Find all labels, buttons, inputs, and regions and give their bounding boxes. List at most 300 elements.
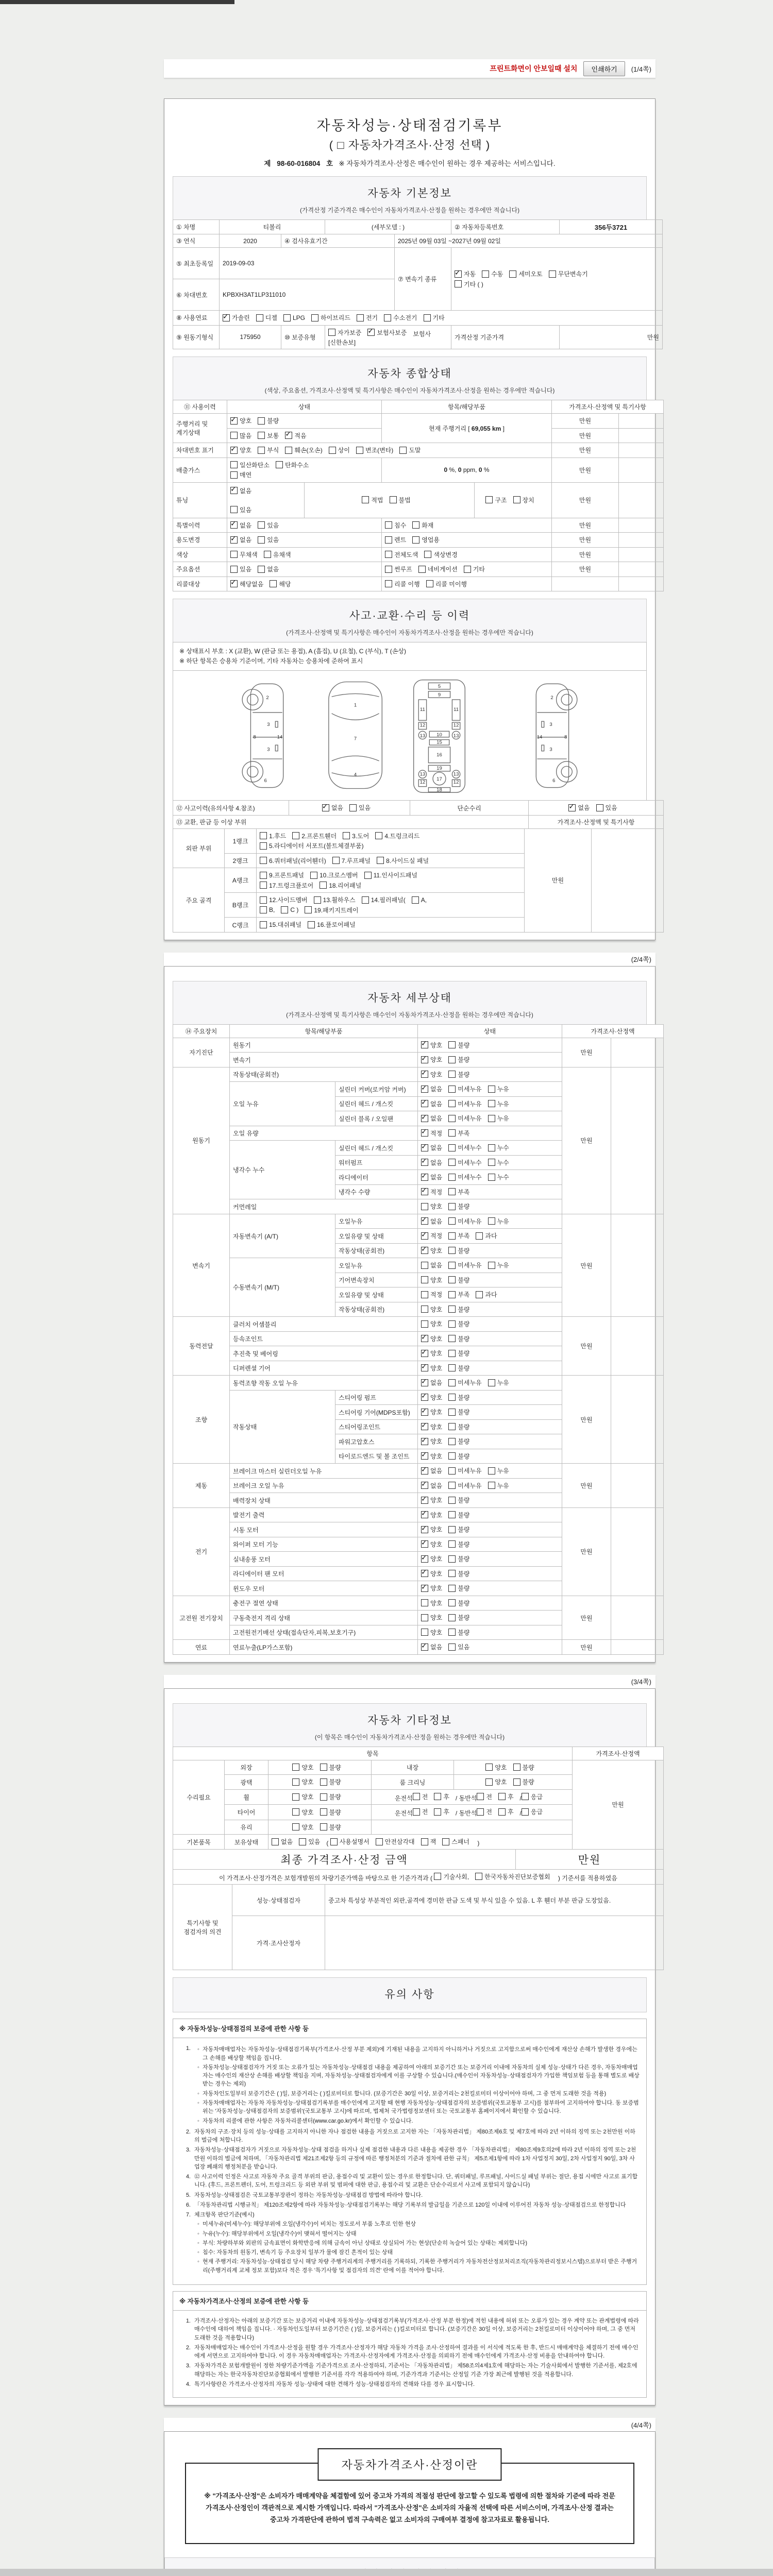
checkbox-icon[interactable]: [448, 1086, 456, 1093]
checkbox-option[interactable]: [488, 1217, 509, 1226]
checkbox-icon[interactable]: [596, 804, 603, 811]
checkbox-option[interactable]: [230, 446, 251, 454]
checkbox-icon[interactable]: [448, 1364, 456, 1371]
checkbox-option[interactable]: [448, 1114, 481, 1123]
checkbox-option[interactable]: [299, 1837, 320, 1846]
checkbox-option[interactable]: [448, 1364, 469, 1372]
checkbox-icon[interactable]: [509, 270, 516, 278]
checkbox-option[interactable]: [448, 1378, 481, 1387]
checkbox-icon[interactable]: [299, 1838, 306, 1845]
checkbox-option[interactable]: [412, 521, 433, 530]
checkbox-option[interactable]: [421, 1393, 442, 1402]
checkbox-icon[interactable]: [230, 471, 238, 479]
checkbox-icon[interactable]: [292, 1823, 299, 1831]
checkbox-icon[interactable]: [292, 1778, 299, 1786]
checkbox-option[interactable]: [513, 1777, 534, 1786]
checkbox-option[interactable]: [448, 1437, 469, 1446]
checkbox-option[interactable]: [448, 1349, 469, 1358]
checkbox-option[interactable]: [421, 1408, 442, 1416]
checkbox-icon[interactable]: [281, 906, 288, 913]
checkbox-icon[interactable]: [320, 1823, 327, 1831]
checkbox-icon[interactable]: [328, 329, 335, 336]
checkbox-option[interactable]: [311, 313, 350, 322]
checkbox-icon[interactable]: [364, 872, 372, 879]
checkbox-icon[interactable]: [292, 1764, 299, 1771]
checkbox-icon[interactable]: [448, 1379, 456, 1386]
checkbox-option[interactable]: [448, 1584, 469, 1592]
checkbox-option[interactable]: [485, 496, 507, 504]
checkbox-option[interactable]: [276, 461, 309, 469]
checkbox-checked-icon[interactable]: [230, 536, 238, 544]
checkbox-option[interactable]: [421, 1261, 442, 1269]
checkbox-option[interactable]: [421, 1319, 442, 1328]
checkbox-option[interactable]: [448, 1496, 469, 1504]
print-button[interactable]: 인쇄하기: [583, 61, 625, 76]
checkbox-option[interactable]: [399, 446, 421, 454]
checkbox-option[interactable]: [448, 1246, 469, 1255]
checkbox-checked-icon[interactable]: [421, 1452, 428, 1460]
checkbox-icon[interactable]: [320, 1764, 327, 1771]
checkbox-option[interactable]: [260, 881, 313, 890]
checkbox-checked-icon[interactable]: [421, 1247, 428, 1254]
checkbox-option[interactable]: [448, 1422, 469, 1431]
checkbox-option[interactable]: [413, 1792, 428, 1801]
checkbox-icon[interactable]: [448, 1409, 456, 1416]
checkbox-option[interactable]: [308, 920, 356, 929]
checkbox-option[interactable]: [421, 1481, 442, 1490]
checkbox-icon[interactable]: [260, 832, 267, 839]
checkbox-icon[interactable]: [448, 1438, 456, 1445]
checkbox-option[interactable]: [464, 565, 485, 573]
checkbox-option[interactable]: [421, 1349, 442, 1358]
checkbox-option[interactable]: [434, 1807, 449, 1816]
checkbox-checked-icon[interactable]: [421, 1570, 428, 1577]
checkbox-option[interactable]: [283, 314, 305, 321]
checkbox-option[interactable]: [285, 431, 306, 440]
checkbox-checked-icon[interactable]: [421, 1438, 428, 1445]
checkbox-icon[interactable]: [421, 1276, 428, 1283]
checkbox-checked-icon[interactable]: [421, 1350, 428, 1357]
checkbox-icon[interactable]: [385, 536, 392, 544]
checkbox-option[interactable]: [549, 269, 588, 278]
checkbox-option[interactable]: [256, 313, 277, 322]
checkbox-option[interactable]: [421, 1599, 442, 1607]
checkbox-checked-icon[interactable]: [421, 1232, 428, 1240]
checkbox-option[interactable]: [421, 1114, 442, 1123]
checkbox-option[interactable]: [513, 1763, 534, 1772]
checkbox-option[interactable]: [357, 313, 378, 322]
checkbox-icon[interactable]: [329, 447, 336, 454]
checkbox-checked-icon[interactable]: [421, 1585, 428, 1592]
checkbox-icon[interactable]: [488, 1159, 495, 1166]
checkbox-option[interactable]: [421, 1305, 442, 1314]
checkbox-option[interactable]: [448, 1334, 469, 1343]
checkbox-icon[interactable]: [448, 1599, 456, 1606]
checkbox-icon[interactable]: [488, 1482, 495, 1489]
checkbox-option[interactable]: [434, 1792, 449, 1801]
checkbox-checked-icon[interactable]: [421, 1467, 428, 1475]
checkbox-option[interactable]: [448, 1261, 481, 1269]
checkbox-option[interactable]: [596, 803, 617, 812]
checkbox-icon[interactable]: [448, 1247, 456, 1254]
checkbox-icon[interactable]: [448, 1555, 456, 1563]
checkbox-icon[interactable]: [476, 1291, 483, 1298]
checkbox-icon[interactable]: [256, 314, 263, 321]
checkbox-option[interactable]: [448, 1143, 481, 1152]
checkbox-option[interactable]: [260, 871, 304, 879]
checkbox-icon[interactable]: [448, 1467, 456, 1475]
checkbox-option[interactable]: [362, 496, 383, 504]
checkbox-icon[interactable]: [513, 1778, 520, 1786]
checkbox-icon[interactable]: [349, 804, 357, 811]
checkbox-checked-icon[interactable]: [421, 1159, 428, 1166]
checkbox-option[interactable]: [260, 920, 301, 929]
checkbox-checked-icon[interactable]: [230, 487, 238, 494]
checkbox-icon[interactable]: [320, 1793, 327, 1801]
checkbox-option[interactable]: [230, 416, 251, 425]
checkbox-icon[interactable]: [230, 551, 238, 558]
checkbox-option[interactable]: [329, 446, 350, 454]
checkbox-option[interactable]: [448, 1525, 469, 1534]
checkbox-option[interactable]: [448, 1070, 469, 1079]
checkbox-option[interactable]: [412, 535, 440, 544]
checkbox-option[interactable]: [448, 1129, 469, 1138]
checkbox-icon[interactable]: [448, 1232, 456, 1240]
checkbox-option[interactable]: [362, 895, 406, 904]
checkbox-icon[interactable]: [448, 1335, 456, 1342]
checkbox-option[interactable]: [230, 521, 251, 530]
checkbox-option[interactable]: [485, 1777, 507, 1786]
checkbox-icon[interactable]: [412, 896, 419, 904]
checkbox-option[interactable]: [426, 580, 467, 588]
checkbox-icon[interactable]: [385, 551, 392, 558]
checkbox-icon[interactable]: [448, 1174, 456, 1181]
checkbox-option[interactable]: [448, 1540, 469, 1549]
checkbox-checked-icon[interactable]: [230, 521, 238, 529]
checkbox-icon[interactable]: [448, 1394, 456, 1401]
checkbox-icon[interactable]: [448, 1203, 456, 1210]
checkbox-option[interactable]: [424, 550, 457, 559]
checkbox-icon[interactable]: [258, 521, 265, 529]
checkbox-option[interactable]: [384, 313, 417, 322]
checkbox-option[interactable]: [230, 535, 251, 544]
checkbox-option[interactable]: [305, 906, 358, 914]
checkbox-option[interactable]: [421, 1642, 442, 1651]
checkbox-icon[interactable]: [448, 1540, 456, 1548]
checkbox-checked-icon[interactable]: [421, 1497, 428, 1504]
checkbox-option[interactable]: [448, 1055, 469, 1064]
checkbox-icon[interactable]: [448, 1306, 456, 1313]
checkbox-option[interactable]: [448, 1408, 469, 1416]
checkbox-icon[interactable]: [448, 1115, 456, 1122]
checkbox-icon[interactable]: [285, 447, 292, 454]
checkbox-option[interactable]: [488, 1481, 509, 1490]
checkbox-icon[interactable]: [448, 1041, 456, 1048]
checkbox-icon[interactable]: [292, 1808, 299, 1816]
checkbox-option[interactable]: [488, 1173, 509, 1181]
checkbox-option[interactable]: [421, 1129, 442, 1138]
checkbox-icon[interactable]: [448, 1570, 456, 1577]
checkbox-checked-icon[interactable]: [421, 1394, 428, 1401]
checkbox-option[interactable]: [488, 1466, 509, 1475]
checkbox-checked-icon[interactable]: [421, 1409, 428, 1416]
checkbox-checked-icon[interactable]: [285, 432, 292, 439]
checkbox-option[interactable]: [272, 1837, 293, 1846]
checkbox-icon[interactable]: [258, 447, 265, 454]
checkbox-icon[interactable]: [258, 417, 265, 425]
checkbox-icon[interactable]: [448, 1526, 456, 1533]
checkbox-option[interactable]: [448, 1613, 469, 1622]
checkbox-option[interactable]: [421, 1569, 442, 1578]
checkbox-option[interactable]: [421, 1378, 442, 1387]
checkbox-icon[interactable]: [258, 566, 265, 573]
checkbox-option[interactable]: [488, 1084, 509, 1093]
checkbox-option[interactable]: [330, 1837, 369, 1846]
checkbox-checked-icon[interactable]: [421, 1364, 428, 1371]
checkbox-icon[interactable]: [343, 832, 350, 839]
checkbox-option[interactable]: [292, 832, 337, 840]
checkbox-icon[interactable]: [434, 1808, 441, 1816]
checkbox-option[interactable]: [448, 1569, 469, 1578]
checkbox-icon[interactable]: [448, 1291, 456, 1298]
checkbox-option[interactable]: [418, 565, 458, 573]
checkbox-option[interactable]: [385, 535, 406, 544]
checkbox-option[interactable]: [421, 1525, 442, 1534]
checkbox-option[interactable]: [258, 431, 279, 440]
checkbox-icon[interactable]: [310, 872, 317, 879]
checkbox-option[interactable]: [421, 1084, 442, 1093]
checkbox-checked-icon[interactable]: [421, 1555, 428, 1563]
checkbox-option[interactable]: [349, 803, 371, 812]
checkbox-option[interactable]: [385, 550, 418, 559]
checkbox-option[interactable]: [421, 1041, 442, 1049]
checkbox-icon[interactable]: [448, 1100, 456, 1107]
checkbox-option[interactable]: [421, 1334, 442, 1343]
checkbox-option[interactable]: [448, 1188, 469, 1196]
checkbox-option[interactable]: [448, 1466, 481, 1475]
checkbox-option[interactable]: [421, 1613, 442, 1622]
checkbox-icon[interactable]: [448, 1129, 456, 1137]
checkbox-option[interactable]: [332, 856, 371, 865]
checkbox-icon[interactable]: [421, 1291, 428, 1298]
checkbox-option[interactable]: [230, 550, 258, 559]
checkbox-option[interactable]: [421, 1158, 442, 1167]
checkbox-icon[interactable]: [385, 580, 392, 587]
checkbox-icon[interactable]: [421, 1306, 428, 1313]
checkbox-option[interactable]: [412, 896, 427, 904]
checkbox-icon[interactable]: [488, 1086, 495, 1093]
checkbox-icon[interactable]: [488, 1144, 495, 1151]
checkbox-icon[interactable]: [412, 536, 419, 544]
checkbox-icon[interactable]: [311, 314, 318, 321]
checkbox-icon[interactable]: [357, 314, 364, 321]
checkbox-icon[interactable]: [390, 496, 397, 503]
checkbox-icon[interactable]: [385, 566, 392, 573]
checkbox-checked-icon[interactable]: [230, 417, 238, 425]
checkbox-checked-icon[interactable]: [421, 1511, 428, 1518]
checkbox-icon[interactable]: [448, 1217, 456, 1225]
checkbox-option[interactable]: [421, 1246, 442, 1255]
checkbox-icon[interactable]: [464, 566, 471, 573]
checkbox-icon[interactable]: [488, 1100, 495, 1107]
checkbox-option[interactable]: [477, 1807, 492, 1816]
checkbox-icon[interactable]: [448, 1071, 456, 1078]
checkbox-checked-icon[interactable]: [322, 804, 329, 811]
checkbox-icon[interactable]: [258, 432, 265, 439]
checkbox-option[interactable]: [320, 1792, 341, 1801]
checkbox-icon[interactable]: [270, 580, 277, 587]
checkbox-icon[interactable]: [292, 1793, 299, 1801]
checkbox-checked-icon[interactable]: [421, 1188, 428, 1195]
checkbox-icon[interactable]: [513, 1764, 520, 1771]
checkbox-icon[interactable]: [421, 1203, 428, 1210]
checkbox-icon[interactable]: [448, 1511, 456, 1518]
checkbox-checked-icon[interactable]: [421, 1379, 428, 1386]
checkbox-option[interactable]: [230, 486, 301, 495]
checkbox-option[interactable]: [421, 1364, 442, 1372]
checkbox-option[interactable]: [488, 1378, 509, 1387]
checkbox-checked-icon[interactable]: [421, 1423, 428, 1430]
checkbox-option[interactable]: [488, 1261, 509, 1269]
checkbox-checked-icon[interactable]: [421, 1115, 428, 1122]
checkbox-option[interactable]: [320, 1823, 341, 1832]
checkbox-option[interactable]: [421, 1202, 442, 1211]
checkbox-option[interactable]: [421, 1466, 442, 1475]
checkbox-option[interactable]: [448, 1276, 469, 1284]
checkbox-option[interactable]: [513, 496, 534, 504]
checkbox-icon[interactable]: [230, 432, 238, 439]
checkbox-checked-icon[interactable]: [230, 580, 238, 587]
checkbox-option[interactable]: [421, 1422, 442, 1431]
checkbox-option[interactable]: [377, 856, 429, 865]
checkbox-icon[interactable]: [448, 1320, 456, 1328]
checkbox-icon[interactable]: [485, 1778, 493, 1786]
checkbox-option[interactable]: [421, 1070, 442, 1079]
checkbox-option[interactable]: [448, 1202, 469, 1211]
checkbox-option[interactable]: [322, 803, 343, 812]
checkbox-option[interactable]: [292, 1808, 313, 1817]
checkbox-icon[interactable]: [230, 461, 238, 468]
checkbox-icon[interactable]: [488, 1174, 495, 1181]
checkbox-option[interactable]: [448, 1481, 481, 1490]
checkbox-icon[interactable]: [276, 461, 283, 468]
checkbox-option[interactable]: [223, 313, 250, 322]
checkbox-icon[interactable]: [448, 1276, 456, 1283]
checkbox-icon[interactable]: [448, 1350, 456, 1357]
checkbox-checked-icon[interactable]: [568, 804, 576, 811]
checkbox-icon[interactable]: [320, 1808, 327, 1816]
checkbox-icon[interactable]: [448, 1452, 456, 1460]
checkbox-icon[interactable]: [519, 1793, 529, 1802]
checkbox-option[interactable]: [448, 1290, 469, 1299]
checkbox-icon[interactable]: [292, 832, 299, 839]
checkbox-option[interactable]: [448, 1173, 481, 1181]
checkbox-option[interactable]: [264, 550, 291, 559]
checkbox-checked-icon[interactable]: [455, 270, 462, 278]
checkbox-option[interactable]: [421, 1217, 442, 1226]
checkbox-icon[interactable]: [258, 536, 265, 544]
checkbox-checked-icon[interactable]: [421, 1100, 428, 1107]
checkbox-option[interactable]: [421, 1099, 442, 1108]
checkbox-option[interactable]: [434, 1872, 469, 1881]
checkbox-option[interactable]: [448, 1628, 469, 1637]
checkbox-icon[interactable]: [482, 270, 489, 278]
checkbox-option[interactable]: [448, 1231, 469, 1240]
checkbox-option[interactable]: [258, 535, 279, 544]
checkbox-icon[interactable]: [477, 1793, 484, 1800]
checkbox-option[interactable]: [485, 1763, 507, 1772]
checkbox-option[interactable]: [230, 565, 251, 573]
checkbox-checked-icon[interactable]: [421, 1482, 428, 1489]
checkbox-option[interactable]: [356, 446, 393, 454]
checkbox-icon[interactable]: [488, 1217, 495, 1225]
checkbox-option[interactable]: [343, 832, 369, 840]
checkbox-option[interactable]: [292, 1777, 313, 1786]
checkbox-option[interactable]: [488, 1158, 509, 1167]
checkbox-option[interactable]: [421, 1290, 442, 1299]
checkbox-icon[interactable]: [448, 1629, 456, 1636]
checkbox-option[interactable]: [421, 1496, 442, 1504]
checkbox-icon[interactable]: [424, 551, 431, 558]
checkbox-icon[interactable]: [362, 896, 369, 904]
checkbox-option[interactable]: [421, 1554, 442, 1563]
checkbox-icon[interactable]: [476, 1232, 483, 1240]
checkbox-option[interactable]: [421, 1540, 442, 1549]
checkbox-option[interactable]: [260, 856, 326, 865]
checkbox-icon[interactable]: [260, 842, 267, 850]
checkbox-icon[interactable]: [448, 1188, 456, 1195]
checkbox-option[interactable]: [448, 1041, 469, 1049]
checkbox-icon[interactable]: [260, 921, 267, 928]
checkbox-option[interactable]: [424, 313, 445, 322]
checkbox-option[interactable]: [421, 1584, 442, 1592]
checkbox-option[interactable]: [448, 1319, 469, 1328]
checkbox-option[interactable]: [320, 1763, 341, 1772]
checkbox-icon[interactable]: [376, 1838, 383, 1845]
checkbox-option[interactable]: [498, 1792, 514, 1801]
checkbox-option[interactable]: [519, 1792, 543, 1802]
checkbox-option[interactable]: [421, 1173, 442, 1181]
checkbox-icon[interactable]: [448, 1643, 456, 1651]
checkbox-icon[interactable]: [260, 857, 267, 864]
checkbox-option[interactable]: [292, 1823, 313, 1832]
checkbox-option[interactable]: [292, 1792, 313, 1801]
checkbox-icon[interactable]: [498, 1793, 506, 1800]
checkbox-icon[interactable]: [375, 832, 382, 839]
checkbox-option[interactable]: [448, 1084, 481, 1093]
checkbox-option[interactable]: [230, 580, 263, 588]
checkbox-option[interactable]: [475, 1872, 550, 1881]
checkbox-option[interactable]: [320, 1777, 341, 1786]
checkbox-icon[interactable]: [421, 1320, 428, 1328]
checkbox-icon[interactable]: [442, 1838, 449, 1845]
checkbox-icon[interactable]: [485, 496, 493, 503]
checkbox-option[interactable]: [310, 871, 358, 879]
checkbox-option[interactable]: [568, 803, 590, 812]
checkbox-checked-icon[interactable]: [421, 1540, 428, 1548]
checkbox-option[interactable]: [390, 496, 411, 504]
checkbox-option[interactable]: [230, 505, 301, 514]
checkbox-option[interactable]: [421, 1628, 442, 1637]
checkbox-option[interactable]: [448, 1554, 469, 1563]
checkbox-option[interactable]: [421, 1188, 442, 1196]
checkbox-icon[interactable]: [421, 1262, 428, 1269]
checkbox-option[interactable]: [448, 1452, 469, 1461]
checkbox-icon[interactable]: [421, 1614, 428, 1621]
checkbox-icon[interactable]: [549, 270, 556, 278]
checkbox-option[interactable]: [421, 1055, 442, 1064]
checkbox-option[interactable]: [448, 1305, 469, 1314]
